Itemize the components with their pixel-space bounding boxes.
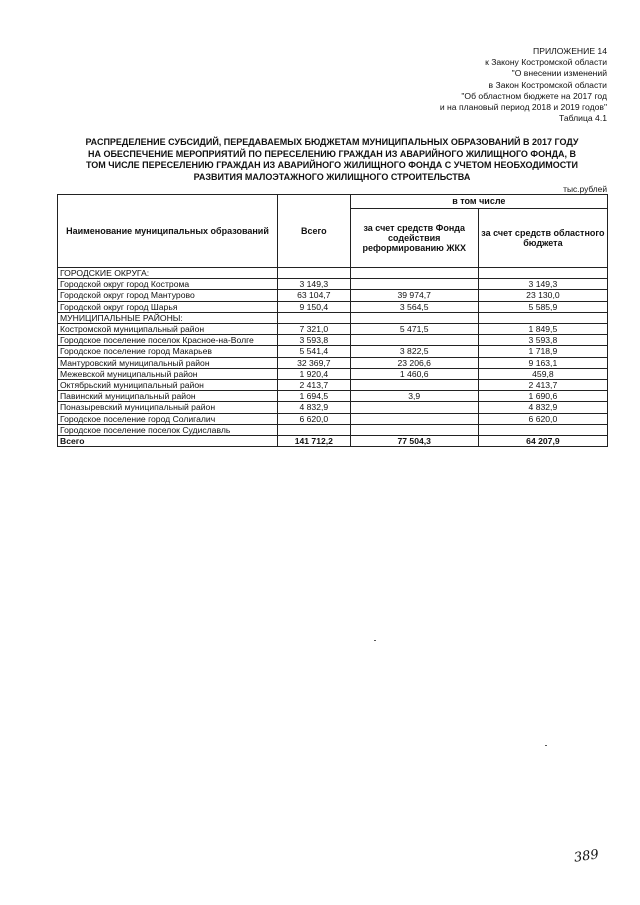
- cell-total: [277, 424, 350, 435]
- cell-total: 4 832,9: [277, 402, 350, 413]
- title-line: РАЗВИТИЯ МАЛОЭТАЖНОГО ЖИЛИЩНОГО СТРОИТЕЛЬСТВА: [193, 171, 471, 182]
- cell-name: Поназыревский муниципальный район: [58, 402, 278, 413]
- cell-name: Межевской муниципальный район: [58, 368, 278, 379]
- cell-regional: 3 149,3: [478, 279, 607, 290]
- cell-name: ГОРОДСКИЕ ОКРУГА:: [58, 268, 278, 279]
- table-body: [58, 268, 608, 447]
- cell-name: Городское поселение город Солигалич: [58, 413, 278, 424]
- cell-name: Городской округ город Шарья: [58, 301, 278, 312]
- header-line: к Закону Костромской области: [485, 57, 607, 68]
- cell-name: Костромской муниципальный район: [58, 324, 278, 335]
- scan-speck: [374, 640, 376, 641]
- cell-regional: 3 593,8: [478, 335, 607, 346]
- cell-fund: [350, 380, 478, 391]
- cell-regional: [478, 268, 607, 279]
- cell-total: 63 104,7: [277, 290, 350, 301]
- section-row: [58, 268, 608, 279]
- table-row: [58, 335, 608, 346]
- cell-total: [277, 268, 350, 279]
- cell-total: 1 920,4: [277, 368, 350, 379]
- table-row: [58, 368, 608, 379]
- title-line: РАСПРЕДЕЛЕНИЕ СУБСИДИЙ, ПЕРЕДАВАЕМЫХ БЮДЖЕТАМ МУНИЦИПАЛЬНЫХ ОБРАЗОВАНИЙ В 2017 ГОДУ: [85, 137, 579, 147]
- table-row: [58, 290, 608, 301]
- cell-regional: 9 163,1: [478, 357, 607, 368]
- cell-name: Городской округ город Мантурово: [58, 290, 278, 301]
- column-header-fund: за счет средств Фонда содействия реформированию ЖКХ: [350, 209, 478, 268]
- units-label: тыс.рублей: [563, 184, 607, 194]
- cell-total: 32 369,7: [277, 357, 350, 368]
- cell-total: 3 593,8: [277, 335, 350, 346]
- page-number: 389: [573, 847, 600, 866]
- table-row: [58, 424, 608, 435]
- cell-regional: 1 690,6: [478, 391, 607, 402]
- total-row: [58, 436, 608, 447]
- cell-fund: 77 504,3: [350, 436, 478, 447]
- cell-fund: 5 471,5: [350, 324, 478, 335]
- table-number: Таблица 4.1: [558, 113, 607, 124]
- cell-fund: [350, 413, 478, 424]
- table-row: [58, 279, 608, 290]
- cell-regional: 5 585,9: [478, 301, 607, 312]
- header-line: в Закон Костромской области: [488, 79, 607, 90]
- table-row: [58, 402, 608, 413]
- cell-total: [277, 312, 350, 323]
- cell-name: МУНИЦИПАЛЬНЫЕ РАЙОНЫ:: [58, 312, 278, 323]
- cell-fund: 1 460,6: [350, 368, 478, 379]
- table-row: [58, 391, 608, 402]
- title-line: НА ОБЕСПЕЧЕНИЕ МЕРОПРИЯТИЙ ПО ПЕРЕСЕЛЕНИЮ ГРАЖДАН ИЗ АВАРИЙНОГО ЖИЛИЩНОГО ФОНДА, В: [87, 148, 577, 159]
- cell-fund: [350, 424, 478, 435]
- cell-regional: 64 207,9: [478, 436, 607, 447]
- column-header-name: Наименование муниципальных образований: [58, 195, 278, 268]
- cell-regional: 2 413,7: [478, 380, 607, 391]
- cell-total: 3 149,3: [277, 279, 350, 290]
- cell-regional: 4 832,9: [478, 402, 607, 413]
- subsidy-table: [57, 194, 608, 447]
- column-header-including: в том числе: [350, 195, 607, 209]
- cell-regional: [478, 424, 607, 435]
- cell-name: Октябрьский муниципальный район: [58, 380, 278, 391]
- cell-fund: 3,9: [350, 391, 478, 402]
- cell-total: 141 712,2: [277, 436, 350, 447]
- cell-fund: [350, 335, 478, 346]
- cell-total: 2 413,7: [277, 380, 350, 391]
- cell-regional: 6 620,0: [478, 413, 607, 424]
- cell-regional: 23 130,0: [478, 290, 607, 301]
- cell-fund: 3 822,5: [350, 346, 478, 357]
- column-header-total: Всего: [277, 195, 350, 268]
- scan-speck: [545, 745, 547, 746]
- table-row: [58, 324, 608, 335]
- cell-name: Городское поселение поселок Судиславль: [58, 424, 278, 435]
- column-header-regional: за счет средств областного бюджета: [478, 209, 607, 268]
- cell-regional: 459,8: [478, 368, 607, 379]
- cell-name: Городской округ город Кострома: [58, 279, 278, 290]
- cell-total: 7 321,0: [277, 324, 350, 335]
- cell-name: Городское поселение город Макарьев: [58, 346, 278, 357]
- cell-fund: [350, 312, 478, 323]
- cell-name: Павинский муниципальный район: [58, 391, 278, 402]
- header-line: ПРИЛОЖЕНИЕ 14: [533, 46, 607, 56]
- cell-name: Мантуровский муниципальный район: [58, 357, 278, 368]
- cell-fund: 3 564,5: [350, 301, 478, 312]
- cell-fund: [350, 268, 478, 279]
- cell-fund: 39 974,7: [350, 290, 478, 301]
- cell-fund: 23 206,6: [350, 357, 478, 368]
- header-line: и на плановый период 2018 и 2019 годов": [439, 102, 607, 113]
- table-row: [58, 346, 608, 357]
- cell-regional: [478, 312, 607, 323]
- cell-regional: 1 849,5: [478, 324, 607, 335]
- cell-total: 5 541,4: [277, 346, 350, 357]
- cell-total: 1 694,5: [277, 391, 350, 402]
- header-line: "Об областном бюджете на 2017 год: [461, 90, 607, 101]
- cell-total: 6 620,0: [277, 413, 350, 424]
- table-row: [58, 357, 608, 368]
- table-row: [58, 380, 608, 391]
- section-row: [58, 312, 608, 323]
- cell-name: Городское поселение поселок Красное-на-Волге: [58, 335, 278, 346]
- cell-name: Всего: [58, 436, 278, 447]
- cell-fund: [350, 402, 478, 413]
- table-row: [58, 413, 608, 424]
- table-row: [58, 301, 608, 312]
- appendix-header: [440, 46, 607, 124]
- title-line: ТОМ ЧИСЛЕ ПЕРЕСЕЛЕНИЮ ГРАЖДАН ИЗ АВАРИЙНОГО ЖИЛИЩНОГО ФОНДА С УЧЕТОМ НЕОБХОДИМОСТИ: [86, 160, 578, 170]
- header-line: "О внесении изменений: [511, 68, 607, 79]
- cell-fund: [350, 279, 478, 290]
- cell-regional: 1 718,9: [478, 346, 607, 357]
- cell-total: 9 150,4: [277, 301, 350, 312]
- document-title: [56, 137, 608, 183]
